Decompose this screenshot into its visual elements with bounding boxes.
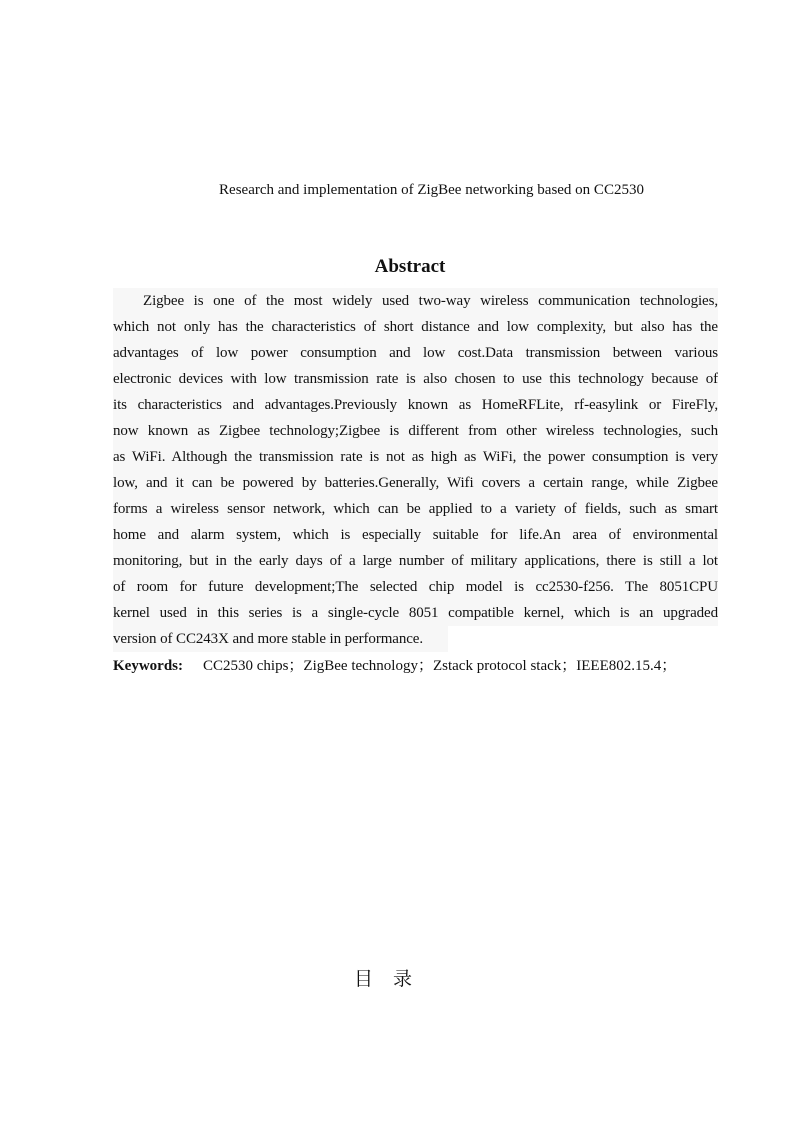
abstract-line: now known as Zigbee technology;Zigbee is different from other wireless technologies, such — [113, 418, 718, 444]
abstract-line: version of CC243X and more stable in performance. — [113, 626, 448, 652]
paper-title-english: Research and implementation of ZigBee networking based on CC2530 — [219, 182, 644, 198]
abstract-line: which not only has the characteristics of short distance and low complexity, but also has the — [113, 314, 718, 340]
abstract-line: forms a wireless sensor network, which can be applied to a variety of fields, such as smart — [113, 496, 718, 522]
abstract-line: monitoring, but in the early days of a large number of military applications, there is still a lot — [113, 548, 718, 574]
keywords-line — [113, 655, 733, 677]
abstract-line: advantages of low power consumption and low cost.Data transmission between various — [113, 340, 718, 366]
abstract-line: as WiFi. Although the transmission rate is not as high as WiFi, the power consumption is very — [113, 444, 718, 470]
abstract-line: of room for future development;The selected chip model is cc2530-f256. The 8051CPU — [113, 574, 718, 600]
abstract-heading: Abstract — [374, 256, 446, 277]
keywords-text: CC2530 chips；ZigBee technology；Zstack protocol stack；IEEE802.15.4； — [203, 658, 677, 674]
keywords-label: Keywords: — [113, 658, 183, 674]
abstract-line: kernel used in this series is a single-cycle 8051 compatible kernel, which is an upgraded — [113, 600, 718, 626]
abstract-line: low, and it can be powered by batteries.Generally, Wifi covers a certain range, while Zigbee — [113, 470, 718, 496]
abstract-line: electronic devices with low transmission rate is also chosen to use this technology because of — [113, 366, 718, 392]
abstract-body — [113, 288, 718, 652]
abstract-line: Zigbee is one of the most widely used two-way wireless communication technologies, — [113, 288, 718, 314]
abstract-line: home and alarm system, which is especially suitable for life.An area of environmental — [113, 522, 718, 548]
table-of-contents-heading: 目录 — [353, 968, 432, 990]
abstract-line: its characteristics and advantages.Previously known as HomeRFLite, rf-easylink or FireFly, — [113, 392, 718, 418]
